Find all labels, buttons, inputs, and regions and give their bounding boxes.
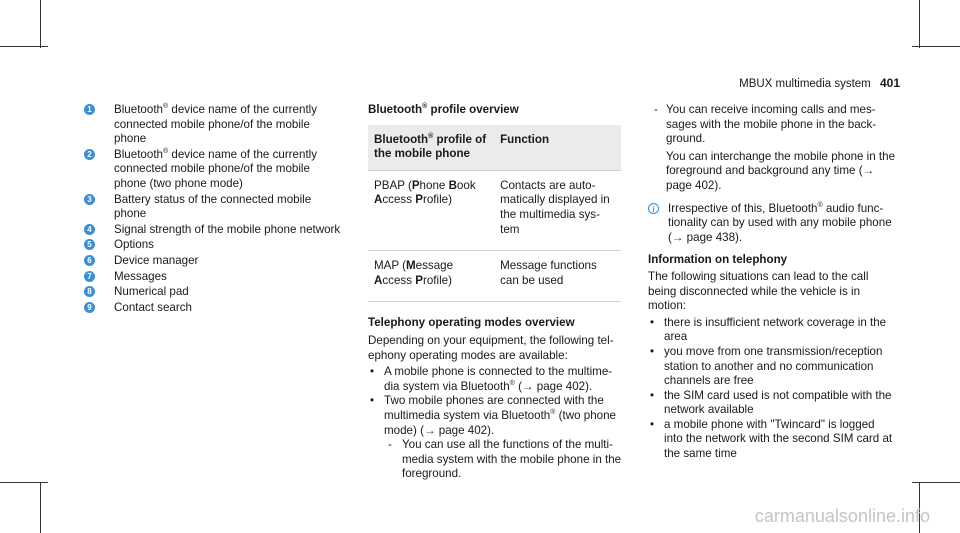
section-title-information: Information on telephony [648, 253, 788, 267]
watermark: carmanualsonline.info [754, 506, 930, 526]
header-title: MBUX multimedia system [739, 78, 871, 90]
profile-overview-column [368, 103, 626, 482]
list-item: • you move from one transmission/reception station to another and no communication channels are free [650, 344, 883, 388]
column-header-function: Function [494, 125, 621, 171]
profile-table [368, 125, 621, 303]
table-cell-function: Message functions can be used [494, 251, 621, 302]
info-note: i Irrespective of this, Bluetooth® audio func-tionality can by used with any mobile phone (→ page 438). [648, 202, 896, 246]
callout-badge: 3 [84, 194, 95, 205]
list-item: 4 Signal strength of the mobile phone network [84, 223, 344, 238]
page-header [739, 76, 900, 90]
crop-mark [912, 46, 960, 47]
list-item: 9 Contact search [84, 301, 344, 316]
list-item: 1 Bluetooth® device name of the currently connected mobile phone/of the mobile phone [84, 103, 344, 147]
list-item: • there is insufficient network coverage in the area [650, 315, 887, 344]
list-item: • the SIM card used is not compatible with the network available [650, 388, 892, 417]
section-title-profile: Bluetooth® profile overview [368, 103, 519, 116]
crop-mark [919, 0, 920, 48]
callout-badge: 7 [84, 271, 95, 282]
section-title-telephony: Telephony operating modes overview [368, 316, 575, 330]
information-intro: The following situations can lead to the call being disconnected while the vehicle is in motion: [648, 269, 869, 313]
callout-badge: 5 [84, 239, 95, 250]
info-icon: i [648, 203, 659, 214]
page-number: 401 [879, 76, 900, 90]
column-header-profile: Bluetooth® profile of the mobile phone [368, 125, 494, 171]
crop-mark [0, 46, 48, 47]
table-cell-profile: MAP (Message Access Profile) [368, 251, 494, 302]
callout-badge: 4 [84, 224, 95, 235]
telephony-info-column [648, 103, 896, 462]
list-item: • a mobile phone with "Twincard" is logged into the network with the second SIM card at the same time [650, 417, 893, 461]
dash-continuation: You can interchange the mobile phone in the foreground and background any time (→ page 402). [666, 149, 896, 192]
crop-mark [0, 482, 48, 483]
crop-mark [912, 482, 960, 483]
list-item: - You can use all the functions of the multi-media system with the mobile phone in the foreground. [388, 438, 622, 481]
table-cell-profile: PBAP (Phone Book Access Profile) [368, 170, 494, 250]
list-item: - You can receive incoming calls and mes-sages with the mobile phone in the back-ground. [654, 103, 877, 146]
legend-list [84, 103, 344, 316]
list-item: 7 Messages [84, 270, 344, 285]
list-item: 5 Options [84, 238, 344, 253]
callout-badge: 8 [84, 286, 95, 297]
table-cell-function: Contacts are auto-matically displayed in the multimedia sys-tem [494, 170, 621, 250]
list-item: • A mobile phone is connected to the multime-dia system via Bluetooth® (→ page 402). [370, 365, 613, 393]
telephony-intro: Depending on your equipment, the following tel-ephony operating modes are available: [368, 333, 614, 362]
list-item: 3 Battery status of the connected mobile phone [84, 193, 344, 222]
list-item: 6 Device manager [84, 254, 344, 269]
table-row [368, 251, 621, 302]
list-item: 8 Numerical pad [84, 285, 344, 300]
callout-badge: 9 [84, 302, 95, 313]
table-row [368, 170, 621, 250]
callout-badge: 6 [84, 255, 95, 266]
callout-badge: 1 [84, 104, 95, 115]
callout-badge: 2 [84, 149, 95, 160]
list-item: • Two mobile phones are connected with the multimedia system via Bluetooth® (two phone mode) (→ page 402). [370, 394, 617, 437]
crop-mark [40, 0, 41, 48]
crop-mark [40, 482, 41, 533]
table-header-row [368, 125, 621, 171]
list-item: 2 Bluetooth® device name of the currently connected mobile phone/of the mobile phone (two phone mode) [84, 148, 344, 192]
